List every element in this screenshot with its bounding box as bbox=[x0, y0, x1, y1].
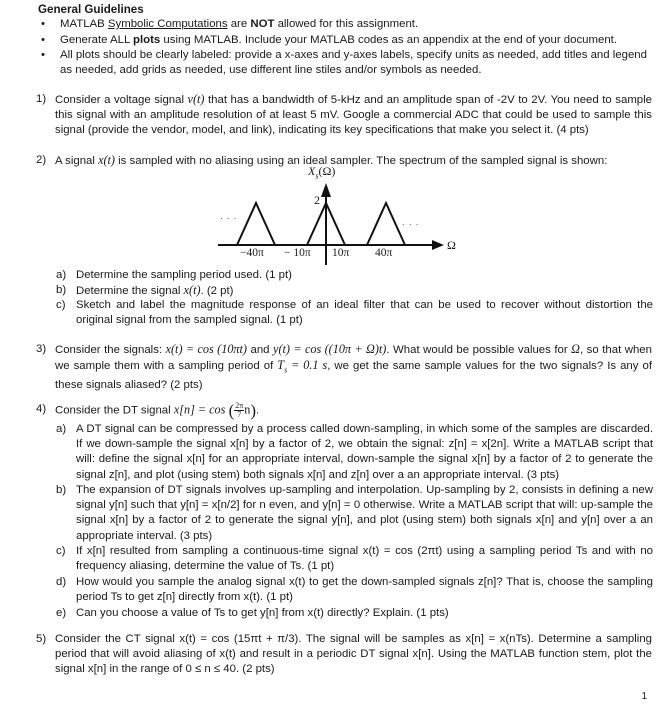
tick-40pi: 40π bbox=[375, 247, 393, 259]
part-text: The expansion of DT signals involves up-sampling and interpolation. Up-sampling by 2, consists in defining a new signal y[n] such that y[n] = x[n/2] for n even, and y[n] = 0 otherwise. Write a MATLAB script that will: up-sample the signal x[n] by a factor of 2 to generate the signal y[n], and plot (using stem) both signals x[n] and y[n] over a an appropriate interval. (3 pts) bbox=[76, 484, 653, 542]
question-number: 1) bbox=[36, 93, 47, 105]
left-ellipsis: · · · bbox=[220, 214, 238, 223]
guideline-text: using MATLAB. Include your MATLAB codes as an appendix at the end of your document. bbox=[160, 34, 617, 46]
question-text: Consider the signals: bbox=[55, 344, 166, 356]
math-omega: Ω bbox=[571, 342, 580, 356]
peak-label: 2 bbox=[314, 193, 320, 207]
plots-emphasis: plots bbox=[133, 34, 161, 46]
page-number: 1 bbox=[641, 691, 647, 702]
right-ellipsis: · · · bbox=[402, 220, 420, 229]
part-text: If x[n] resulted from sampling a continuous-time signal x(t) = cos (2πt) using a sampling period Ts and with no frequency aliasing, determine the value of Ts. (1 pt) bbox=[76, 545, 653, 573]
math-signal: v(t) bbox=[187, 92, 205, 106]
guideline-text: Generate ALL bbox=[60, 34, 134, 46]
math-ts: $T_s = 0.1$ s bbox=[277, 358, 328, 375]
fraction-2pi-over-7: $\frac{2\pi}{7}$ bbox=[235, 401, 244, 419]
spectrum-figure bbox=[190, 164, 456, 265]
question-text: . What would be possible values for bbox=[386, 344, 572, 356]
part-text: Determine the signal bbox=[76, 285, 184, 297]
part-text: How would you sample the analog signal x(t) to get the down-sampled signals z[n]? That is, choose the sampling period Ts to get z[n] directly from x(t). (1 pt) bbox=[76, 576, 653, 604]
question-number: 4) bbox=[36, 403, 47, 415]
part-label: b) bbox=[56, 284, 67, 296]
question-text: Consider the CT signal x(t) = cos (15πt + π/3). The signal will be samples as x[n] = x(nTs). Determine a sampling period that will avoid aliasing of x(t) and result in a periodic DT signal x[n]. Using the MATLAB function stem, plot the signal x[n] in the range of 0 ≤ n ≤ 40. (2 pts) bbox=[55, 633, 652, 676]
guideline-text: are bbox=[227, 18, 251, 30]
guideline-text: MATLAB bbox=[60, 18, 108, 30]
part-label: d) bbox=[56, 576, 67, 588]
guidelines-heading: General Guidelines bbox=[38, 3, 144, 16]
part-text: Can you choose a value of Ts to get y[n] from x(t) directly? Explain. (1 pts) bbox=[76, 607, 449, 619]
question-number: 5) bbox=[36, 633, 47, 645]
tick-10pi: 10π bbox=[332, 247, 350, 259]
math-signal: x(t) bbox=[98, 153, 115, 167]
question-number: 2) bbox=[36, 154, 47, 166]
part-label: a) bbox=[56, 423, 67, 435]
question-text: that has a bandwidth of 5-kHz and an amplitude span of -2V to 2V. You need to sample this signal with an amplitude resolution of at least 5 mV. Google a commercial ADC that could be used to sample this signal (provide the vendor, model, and link), indicating its key specifications that make you select it. (4 pts) bbox=[55, 94, 653, 137]
question-text: and bbox=[246, 344, 274, 356]
bullet-icon: • bbox=[41, 49, 45, 61]
question-number: 3) bbox=[36, 343, 47, 355]
question-text: is sampled with no aliasing using an ideal sampler. The spectrum of the sampled signal is shown: bbox=[114, 155, 608, 167]
tick-minus-40pi: −40π bbox=[240, 247, 264, 259]
math-signal: x(t) bbox=[183, 283, 201, 297]
part-label: c) bbox=[56, 299, 66, 311]
part-text: A DT signal can be compressed by a process called down-sampling, in which some of the samples are discarded. If we down-sample the signal x[n] by a factor of 2, we obtain the signal: z[n] = x[2n]. Write a MATLAB script that will: define the signal x[n] for an appropriate interval, down-sample the signal x[n] by a factor of 2 to generate the signal z[n], and plot (using stem) both signals x[n] and z[n] over a an appropriate interval. (3 pts) bbox=[76, 423, 653, 481]
part-label: c) bbox=[56, 545, 66, 557]
question-text: Consider a voltage signal bbox=[55, 94, 188, 106]
guideline-text: All plots should be clearly labeled: provide a x-axes and y-axes labels, specify units as needed, add titles and legend as needed, add grids as needed, use different line stiles and/or symbols as needed. bbox=[60, 49, 647, 77]
guideline-text: allowed for this assignment. bbox=[274, 18, 419, 30]
question-text: , so that when we sample them with a sampling period of bbox=[55, 344, 652, 373]
part-text: Sketch and label the magnitude response of an ideal filter that can be used to recover without distortion the original signal from the sampled signal. (1 pt) bbox=[76, 299, 653, 327]
omega-axis-label: Ω bbox=[447, 238, 456, 252]
symbolic-computations-link: Symbolic Computations bbox=[107, 18, 228, 30]
spectrum-y-label: $X_s(\Omega)$ bbox=[308, 164, 336, 181]
not-emphasis: NOT bbox=[250, 18, 275, 30]
bullet-icon: • bbox=[41, 34, 45, 46]
tick-minus-10pi: − 10π bbox=[284, 247, 311, 259]
part-text: Determine the sampling period used. (1 pt) bbox=[76, 269, 292, 281]
part-label: a) bbox=[56, 269, 67, 281]
part-label: b) bbox=[56, 484, 67, 496]
part-text: . (2 pt) bbox=[200, 285, 234, 297]
bullet-icon: • bbox=[41, 18, 45, 30]
question-text: , we get the same sample values for the two signals? Is any of these signals aliased? (2 pts) bbox=[55, 360, 653, 391]
question-text: A signal bbox=[55, 155, 99, 167]
question-text: Consider the DT signal bbox=[55, 404, 174, 417]
math-y-def: y(t) = cos ((10π + Ω)t) bbox=[273, 342, 387, 356]
math-x-def: x(t) = cos (10πt) bbox=[165, 342, 247, 356]
math-x-n: x[n] = cos bbox=[173, 402, 226, 417]
part-label: e) bbox=[56, 607, 67, 619]
